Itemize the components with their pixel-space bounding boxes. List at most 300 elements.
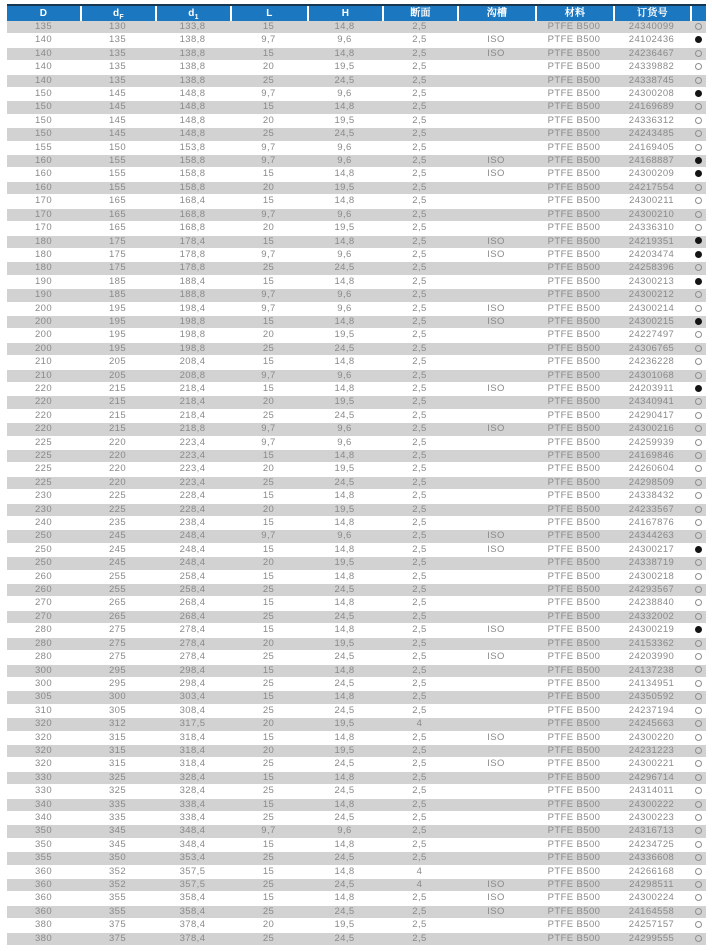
cell-h: 24,5	[307, 343, 382, 356]
table-row	[7, 544, 706, 557]
cell-section: 2,5	[382, 48, 457, 61]
cell-l: 9,7	[230, 34, 307, 47]
cell-d: 135	[7, 21, 80, 34]
cell-d1: 378,4	[155, 933, 230, 946]
availability-cell	[690, 825, 706, 838]
cell-h: 24,5	[307, 705, 382, 718]
cell-d1: 168,8	[155, 222, 230, 235]
cell-section: 2,5	[382, 34, 457, 47]
cell-d1: 148,8	[155, 128, 230, 141]
cell-section: 2,5	[382, 329, 457, 342]
cell-section: 2,5	[382, 303, 457, 316]
cell-h: 24,5	[307, 785, 382, 798]
availability-cell	[690, 718, 706, 731]
availability-cell	[690, 490, 706, 503]
availability-cell	[690, 262, 706, 275]
table-row	[7, 638, 706, 651]
cell-groove	[457, 866, 535, 879]
cell-l: 20	[230, 919, 307, 932]
availability-cell	[690, 785, 706, 798]
cell-l: 25	[230, 785, 307, 798]
cell-section: 2,5	[382, 758, 457, 771]
table-row	[7, 879, 706, 892]
availability-cell	[690, 383, 706, 396]
cell-h: 14,8	[307, 597, 382, 610]
cell-h: 9,6	[307, 88, 382, 101]
open-circle-icon	[695, 345, 702, 352]
cell-order-number: 24266168	[613, 866, 690, 879]
table-row	[7, 450, 706, 463]
cell-d1: 298,4	[155, 678, 230, 691]
cell-section: 2,5	[382, 530, 457, 543]
cell-d1: 318,4	[155, 758, 230, 771]
cell-order-number: 24332002	[613, 611, 690, 624]
cell-df: 145	[80, 128, 155, 141]
cell-d: 200	[7, 343, 80, 356]
cell-material: PTFE B500	[535, 48, 613, 61]
cell-df: 205	[80, 370, 155, 383]
cell-groove	[457, 785, 535, 798]
cell-section: 2,5	[382, 423, 457, 436]
cell-groove: ISO	[457, 906, 535, 919]
cell-df: 225	[80, 504, 155, 517]
cell-section: 2,5	[382, 168, 457, 181]
cell-d: 200	[7, 316, 80, 329]
availability-cell	[690, 101, 706, 114]
cell-d: 250	[7, 544, 80, 557]
cell-l: 15	[230, 383, 307, 396]
availability-cell	[690, 906, 706, 919]
cell-d1: 338,4	[155, 799, 230, 812]
availability-cell	[690, 329, 706, 342]
cell-groove	[457, 839, 535, 852]
open-circle-icon	[695, 599, 702, 606]
cell-order-number: 24300211	[613, 195, 690, 208]
cell-d1: 168,4	[155, 195, 230, 208]
cell-d: 210	[7, 370, 80, 383]
cell-df: 155	[80, 182, 155, 195]
cell-material: PTFE B500	[535, 906, 613, 919]
cell-groove	[457, 919, 535, 932]
cell-h: 19,5	[307, 329, 382, 342]
cell-df: 155	[80, 168, 155, 181]
cell-df: 220	[80, 437, 155, 450]
cell-order-number: 24340941	[613, 396, 690, 409]
cell-l: 15	[230, 195, 307, 208]
cell-d: 140	[7, 61, 80, 74]
cell-groove	[457, 705, 535, 718]
header-col-df: $d_F$	[80, 6, 155, 21]
cell-groove: ISO	[457, 155, 535, 168]
cell-material: PTFE B500	[535, 839, 613, 852]
cell-l: 9,7	[230, 303, 307, 316]
cell-l: 9,7	[230, 437, 307, 450]
filled-circle-icon	[695, 318, 702, 325]
availability-cell	[690, 852, 706, 865]
cell-order-number: 24257157	[613, 919, 690, 932]
cell-d1: 353,4	[155, 852, 230, 865]
cell-d: 230	[7, 504, 80, 517]
cell-section: 2,5	[382, 276, 457, 289]
cell-section: 2,5	[382, 745, 457, 758]
cell-h: 9,6	[307, 34, 382, 47]
open-circle-icon	[695, 693, 702, 700]
cell-h: 9,6	[307, 370, 382, 383]
cell-d: 220	[7, 383, 80, 396]
open-circle-icon	[695, 747, 702, 754]
cell-groove: ISO	[457, 651, 535, 664]
cell-material: PTFE B500	[535, 571, 613, 584]
cell-d1: 328,4	[155, 772, 230, 785]
table-row	[7, 168, 706, 181]
cell-order-number: 24137238	[613, 665, 690, 678]
cell-section: 2,5	[382, 504, 457, 517]
cell-h: 19,5	[307, 745, 382, 758]
table-row	[7, 597, 706, 610]
table-row	[7, 745, 706, 758]
cell-order-number: 24300221	[613, 758, 690, 771]
cell-groove	[457, 638, 535, 651]
cell-h: 14,8	[307, 276, 382, 289]
cell-order-number: 24300224	[613, 892, 690, 905]
cell-groove	[457, 691, 535, 704]
cell-df: 215	[80, 383, 155, 396]
table-row	[7, 651, 706, 664]
cell-order-number: 24298511	[613, 879, 690, 892]
cell-section: 2,5	[382, 155, 457, 168]
table-row	[7, 477, 706, 490]
cell-groove: ISO	[457, 249, 535, 262]
open-circle-icon	[695, 720, 702, 727]
cell-groove	[457, 504, 535, 517]
cell-l: 15	[230, 517, 307, 530]
open-circle-icon	[695, 653, 702, 660]
cell-order-number: 24290417	[613, 410, 690, 423]
cell-order-number: 24153362	[613, 638, 690, 651]
cell-groove	[457, 396, 535, 409]
cell-l: 20	[230, 329, 307, 342]
cell-h: 9,6	[307, 155, 382, 168]
cell-df: 165	[80, 222, 155, 235]
cell-h: 14,8	[307, 517, 382, 530]
cell-section: 2,5	[382, 517, 457, 530]
availability-cell	[690, 597, 706, 610]
cell-groove	[457, 611, 535, 624]
cell-df: 145	[80, 88, 155, 101]
cell-df: 345	[80, 825, 155, 838]
cell-material: PTFE B500	[535, 665, 613, 678]
cell-order-number: 24340099	[613, 21, 690, 34]
cell-d: 150	[7, 115, 80, 128]
cell-d: 280	[7, 624, 80, 637]
cell-d: 300	[7, 665, 80, 678]
cell-l: 20	[230, 638, 307, 651]
availability-cell	[690, 919, 706, 932]
filled-circle-icon	[695, 626, 702, 633]
cell-groove	[457, 933, 535, 946]
open-circle-icon	[695, 868, 702, 875]
cell-h: 19,5	[307, 504, 382, 517]
cell-l: 25	[230, 343, 307, 356]
cell-df: 220	[80, 450, 155, 463]
header-col-d: D	[7, 6, 80, 21]
open-circle-icon	[695, 827, 702, 834]
cell-groove: ISO	[457, 48, 535, 61]
open-circle-icon	[695, 814, 702, 821]
cell-d1: 133,8	[155, 21, 230, 34]
cell-l: 9,7	[230, 88, 307, 101]
cell-section: 2,5	[382, 490, 457, 503]
cell-h: 9,6	[307, 249, 382, 262]
cell-groove	[457, 584, 535, 597]
open-circle-icon	[695, 841, 702, 848]
cell-order-number: 24338719	[613, 557, 690, 570]
cell-l: 15	[230, 691, 307, 704]
cell-material: PTFE B500	[535, 866, 613, 879]
cell-df: 315	[80, 732, 155, 745]
availability-cell	[690, 34, 706, 47]
table-row	[7, 262, 706, 275]
availability-cell	[690, 21, 706, 34]
cell-d1: 223,4	[155, 437, 230, 450]
cell-l: 20	[230, 115, 307, 128]
availability-cell	[690, 571, 706, 584]
cell-material: PTFE B500	[535, 504, 613, 517]
cell-section: 2,5	[382, 101, 457, 114]
cell-l: 9,7	[230, 209, 307, 222]
open-circle-icon	[695, 144, 702, 151]
cell-df: 145	[80, 101, 155, 114]
cell-d: 320	[7, 758, 80, 771]
cell-material: PTFE B500	[535, 490, 613, 503]
cell-d: 355	[7, 852, 80, 865]
cell-h: 24,5	[307, 477, 382, 490]
cell-section: 2,5	[382, 597, 457, 610]
open-circle-icon	[695, 291, 702, 298]
availability-cell	[690, 155, 706, 168]
cell-h: 14,8	[307, 168, 382, 181]
cell-h: 9,6	[307, 303, 382, 316]
open-circle-icon	[695, 103, 702, 110]
cell-df: 315	[80, 758, 155, 771]
cell-d1: 348,4	[155, 825, 230, 838]
cell-df: 195	[80, 329, 155, 342]
open-circle-icon	[695, 881, 702, 888]
availability-cell	[690, 517, 706, 530]
open-circle-icon	[695, 197, 702, 204]
cell-section: 2,5	[382, 209, 457, 222]
availability-cell	[690, 437, 706, 450]
availability-cell	[690, 450, 706, 463]
cell-d: 225	[7, 477, 80, 490]
cell-section: 2,5	[382, 611, 457, 624]
cell-order-number: 24300209	[613, 168, 690, 181]
cell-material: PTFE B500	[535, 530, 613, 543]
cell-d: 340	[7, 812, 80, 825]
cell-order-number: 24231223	[613, 745, 690, 758]
cell-l: 15	[230, 21, 307, 34]
cell-d1: 208,8	[155, 370, 230, 383]
table-row	[7, 182, 706, 195]
cell-d1: 303,4	[155, 691, 230, 704]
cell-material: PTFE B500	[535, 772, 613, 785]
cell-material: PTFE B500	[535, 463, 613, 476]
cell-material: PTFE B500	[535, 450, 613, 463]
cell-order-number: 24336312	[613, 115, 690, 128]
product-table	[7, 4, 706, 946]
cell-l: 15	[230, 624, 307, 637]
cell-order-number: 24227497	[613, 329, 690, 342]
open-circle-icon	[695, 425, 702, 432]
open-circle-icon	[695, 465, 702, 472]
cell-d1: 138,8	[155, 61, 230, 74]
cell-df: 325	[80, 772, 155, 785]
cell-h: 14,8	[307, 665, 382, 678]
table-row	[7, 892, 706, 905]
table-row	[7, 370, 706, 383]
cell-h: 14,8	[307, 571, 382, 584]
table-row	[7, 852, 706, 865]
cell-material: PTFE B500	[535, 423, 613, 436]
cell-h: 24,5	[307, 410, 382, 423]
cell-groove	[457, 329, 535, 342]
availability-cell	[690, 128, 706, 141]
table-row	[7, 799, 706, 812]
cell-d: 230	[7, 490, 80, 503]
cell-order-number: 24169689	[613, 101, 690, 114]
cell-groove	[457, 437, 535, 450]
cell-groove: ISO	[457, 316, 535, 329]
cell-groove	[457, 195, 535, 208]
cell-section: 2,5	[382, 785, 457, 798]
cell-order-number: 24259939	[613, 437, 690, 450]
cell-h: 9,6	[307, 289, 382, 302]
filled-circle-icon	[695, 36, 702, 43]
cell-material: PTFE B500	[535, 396, 613, 409]
header-col-h: H	[307, 6, 382, 21]
cell-l: 25	[230, 933, 307, 946]
cell-df: 215	[80, 410, 155, 423]
cell-h: 9,6	[307, 209, 382, 222]
cell-d: 220	[7, 410, 80, 423]
cell-d: 150	[7, 101, 80, 114]
cell-d1: 153,8	[155, 142, 230, 155]
cell-h: 14,8	[307, 316, 382, 329]
open-circle-icon	[695, 305, 702, 312]
cell-h: 14,8	[307, 732, 382, 745]
cell-order-number: 24336608	[613, 852, 690, 865]
availability-cell	[690, 892, 706, 905]
cell-l: 9,7	[230, 155, 307, 168]
open-circle-icon	[695, 211, 702, 218]
cell-d: 380	[7, 919, 80, 932]
cell-order-number: 24300212	[613, 289, 690, 302]
cell-df: 305	[80, 705, 155, 718]
cell-material: PTFE B500	[535, 477, 613, 490]
cell-order-number: 24234725	[613, 839, 690, 852]
open-circle-icon	[695, 734, 702, 741]
cell-material: PTFE B500	[535, 825, 613, 838]
cell-d1: 158,8	[155, 182, 230, 195]
availability-cell	[690, 799, 706, 812]
cell-d: 140	[7, 34, 80, 47]
cell-df: 165	[80, 209, 155, 222]
cell-d1: 218,8	[155, 423, 230, 436]
cell-df: 225	[80, 490, 155, 503]
cell-df: 325	[80, 785, 155, 798]
cell-section: 2,5	[382, 919, 457, 932]
cell-order-number: 24300220	[613, 732, 690, 745]
cell-df: 275	[80, 638, 155, 651]
availability-cell	[690, 48, 706, 61]
cell-groove	[457, 222, 535, 235]
cell-groove	[457, 745, 535, 758]
table-row	[7, 517, 706, 530]
cell-order-number: 24306765	[613, 343, 690, 356]
cell-df: 220	[80, 463, 155, 476]
availability-cell	[690, 168, 706, 181]
cell-section: 2,5	[382, 128, 457, 141]
cell-h: 24,5	[307, 651, 382, 664]
table-row	[7, 906, 706, 919]
cell-section: 2,5	[382, 236, 457, 249]
cell-section: 2,5	[382, 195, 457, 208]
cell-d1: 248,4	[155, 530, 230, 543]
cell-df: 175	[80, 262, 155, 275]
cell-material: PTFE B500	[535, 128, 613, 141]
cell-groove	[457, 182, 535, 195]
cell-material: PTFE B500	[535, 624, 613, 637]
availability-cell	[690, 866, 706, 879]
cell-df: 245	[80, 530, 155, 543]
cell-d: 170	[7, 209, 80, 222]
cell-order-number: 24245663	[613, 718, 690, 731]
cell-section: 2,5	[382, 584, 457, 597]
table-row	[7, 624, 706, 637]
cell-l: 9,7	[230, 249, 307, 262]
cell-d1: 148,8	[155, 115, 230, 128]
cell-section: 2,5	[382, 624, 457, 637]
cell-h: 14,8	[307, 691, 382, 704]
cell-d: 305	[7, 691, 80, 704]
cell-d1: 218,4	[155, 410, 230, 423]
cell-material: PTFE B500	[535, 852, 613, 865]
cell-groove	[457, 21, 535, 34]
cell-section: 2,5	[382, 892, 457, 905]
table-row	[7, 839, 706, 852]
cell-l: 20	[230, 463, 307, 476]
cell-order-number: 24344263	[613, 530, 690, 543]
cell-d1: 248,4	[155, 557, 230, 570]
cell-d: 340	[7, 799, 80, 812]
cell-df: 275	[80, 624, 155, 637]
cell-groove: ISO	[457, 530, 535, 543]
cell-d: 270	[7, 611, 80, 624]
cell-groove	[457, 262, 535, 275]
cell-material: PTFE B500	[535, 101, 613, 114]
open-circle-icon	[695, 63, 702, 70]
cell-d: 220	[7, 423, 80, 436]
table-row	[7, 705, 706, 718]
cell-order-number: 24243485	[613, 128, 690, 141]
cell-material: PTFE B500	[535, 799, 613, 812]
cell-l: 9,7	[230, 825, 307, 838]
header-col-material: 材料	[535, 6, 613, 21]
cell-h: 19,5	[307, 182, 382, 195]
open-circle-icon	[695, 412, 702, 419]
cell-d: 150	[7, 128, 80, 141]
cell-h: 24,5	[307, 852, 382, 865]
